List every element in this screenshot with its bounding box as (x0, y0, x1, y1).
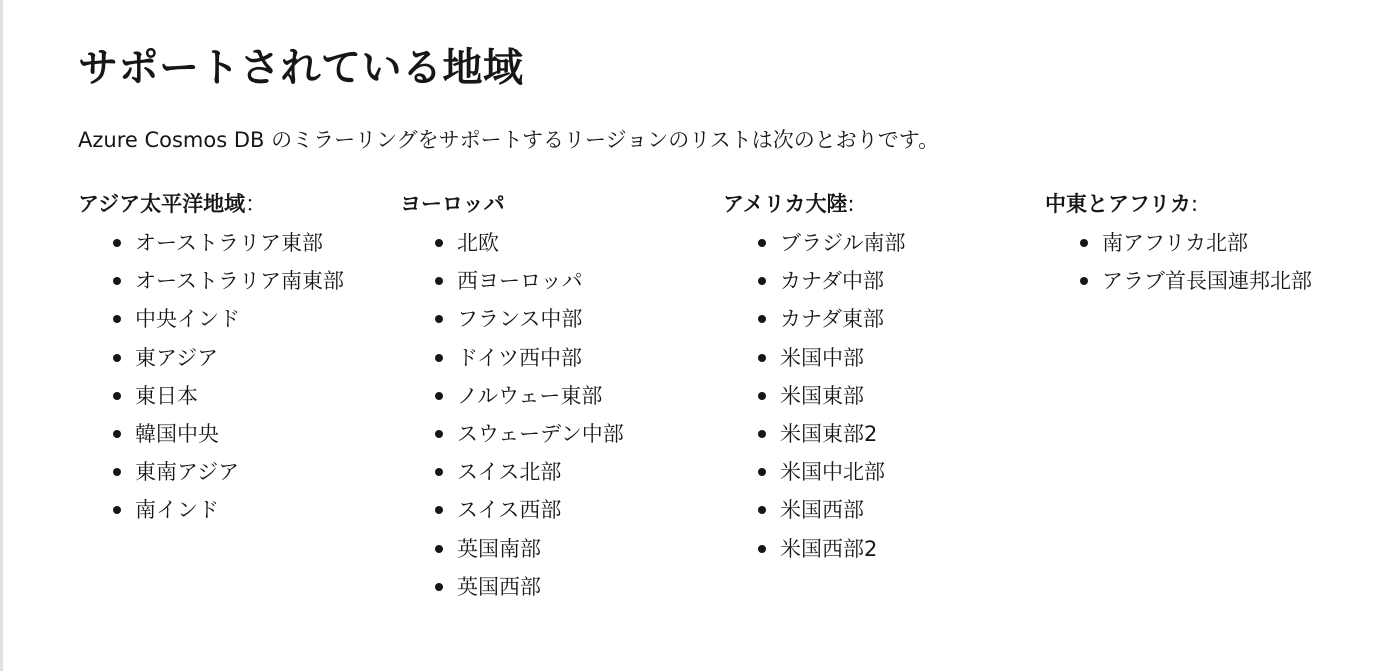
region-item: 韓国中央 (78, 415, 400, 453)
region-column-americas (723, 190, 1045, 568)
intro-paragraph: Azure Cosmos DB のミラーリングをサポートするリージョンのリストは次のとおりです。 (78, 128, 940, 152)
region-item: 英国南部 (400, 530, 722, 568)
region-list (723, 224, 1045, 568)
region-item: ノルウェー東部 (400, 377, 722, 415)
region-item: 西ヨーロッパ (400, 262, 722, 300)
left-border (0, 0, 3, 671)
region-title-colon: ： (245, 192, 267, 216)
region-title-text: ヨーロッパ (400, 192, 505, 216)
region-item: 南インド (78, 491, 400, 529)
region-title-colon: : (847, 192, 855, 216)
region-column-middle-east-africa (1045, 190, 1367, 300)
region-item: アラブ首長国連邦北部 (1045, 262, 1367, 300)
region-item: 東日本 (78, 377, 400, 415)
region-title (723, 190, 1045, 218)
region-item: カナダ中部 (723, 262, 1045, 300)
region-list (1045, 224, 1367, 300)
region-title (1045, 190, 1367, 218)
region-item: スイス北部 (400, 453, 722, 491)
region-columns (78, 190, 1378, 610)
region-list (78, 224, 400, 530)
region-item: 東南アジア (78, 453, 400, 491)
region-item: 米国東部2 (723, 415, 1045, 453)
region-list (400, 224, 722, 606)
region-item: 南アフリカ北部 (1045, 224, 1367, 262)
region-item: 中央インド (78, 300, 400, 338)
region-title (400, 190, 722, 218)
region-item: オーストラリア東部 (78, 224, 400, 262)
region-item: 英国西部 (400, 568, 722, 606)
region-column-europe (400, 190, 722, 606)
region-title-text: アジア太平洋地域 (78, 192, 246, 216)
region-item: 米国中北部 (723, 453, 1045, 491)
region-item: スイス西部 (400, 491, 722, 529)
region-column-asia-pacific (78, 190, 400, 530)
region-item: カナダ東部 (723, 300, 1045, 338)
content-area (78, 40, 1378, 610)
region-item: 米国西部 (723, 491, 1045, 529)
region-title-text: 中東とアフリカ (1045, 192, 1191, 216)
region-item: オーストラリア南東部 (78, 262, 400, 300)
region-item: 米国東部 (723, 377, 1045, 415)
region-item: 米国西部2 (723, 530, 1045, 568)
region-item: フランス中部 (400, 300, 722, 338)
region-item: 米国中部 (723, 339, 1045, 377)
region-item: スウェーデン中部 (400, 415, 722, 453)
region-item: 東アジア (78, 339, 400, 377)
region-item: 北欧 (400, 224, 722, 262)
region-title-text: アメリカ大陸 (723, 192, 848, 216)
region-title (78, 190, 400, 218)
region-item: ブラジル南部 (723, 224, 1045, 262)
region-item: ドイツ西中部 (400, 339, 722, 377)
region-title-colon: : (1190, 192, 1199, 216)
page-heading: サポートされている地域 (78, 45, 524, 91)
